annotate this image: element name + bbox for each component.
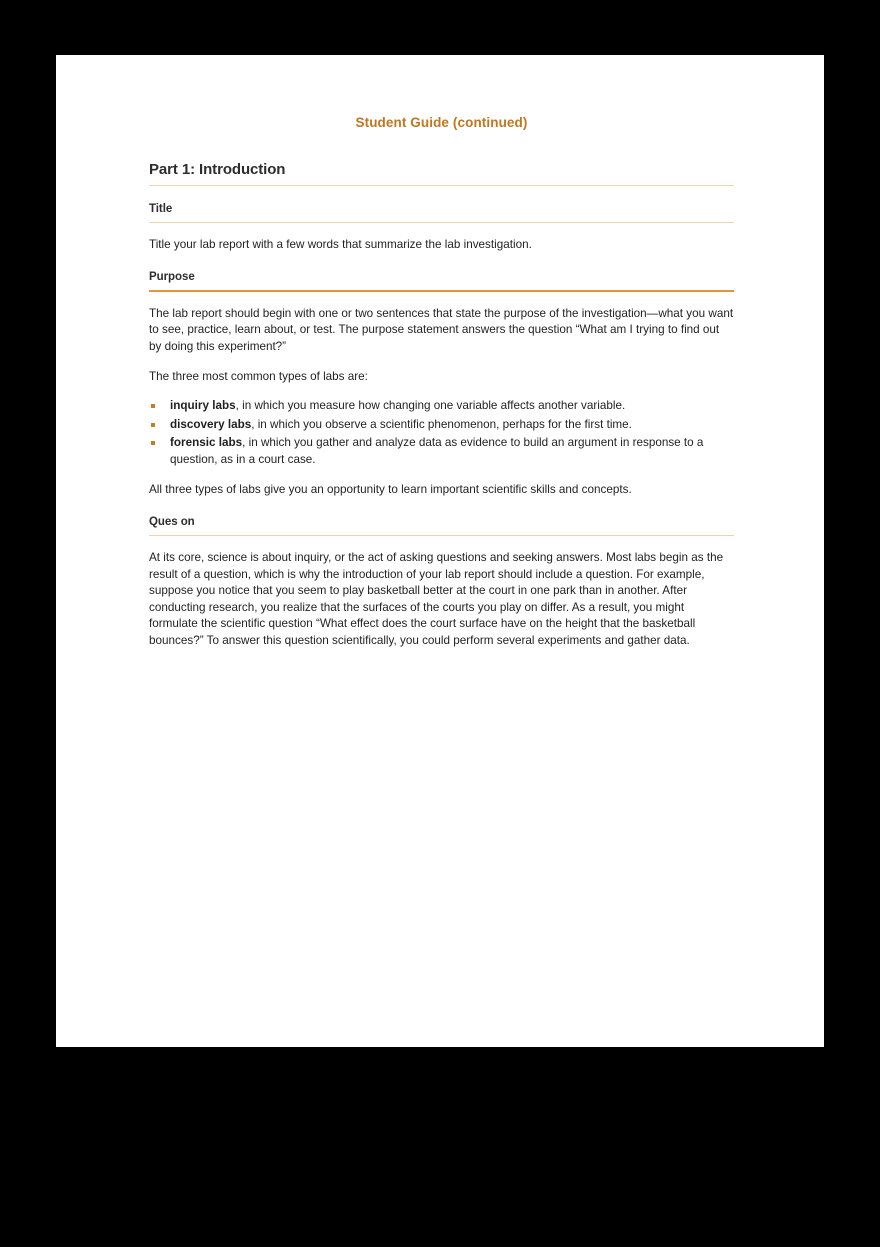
list-item (149, 398, 734, 415)
running-head: Student Guide (continued) (355, 115, 528, 130)
lab-type-description: , in which you gather and analyze data as evidence to build an argument in response to a question, as in a court case. (170, 436, 704, 466)
lab-type-description: , in which you observe a scientific phenomenon, perhaps for the first time. (251, 417, 632, 431)
lab-type-term: forensic labs (170, 436, 243, 450)
title-section-rule (149, 222, 734, 223)
title-section-body: Title your lab report with a few words that summarize the lab investigation. (149, 238, 532, 251)
page-content (149, 55, 734, 650)
question-section-body: At its core, science is about inquiry, or the act of asking questions and seeking answers. Most labs begin as the result of a question, which is why the introduction of your lab report should include a question. For example, suppose you notice that you seem to play basketball better at the court in one park than in another. After conducting research, you realize that the surfaces of the courts you play on differ. As a result, you might formulate the scientific question “What effect does the court surface have on the height that the basketball bounces?” To answer this question scientifically, you could perform several experiments and gather data. (149, 550, 724, 647)
square-bullet-icon (151, 404, 155, 408)
part-heading: Part 1: Introduction (149, 161, 286, 178)
question-section-rule (149, 535, 734, 536)
lab-type-term: inquiry labs (170, 398, 236, 412)
lab-type-term: discovery labs (170, 417, 252, 431)
list-item (149, 417, 734, 434)
list-item (149, 435, 734, 468)
lab-types-list (149, 398, 734, 468)
part-heading-rule (149, 185, 734, 186)
purpose-section-rule (149, 290, 734, 292)
section-heading-purpose: Purpose (149, 270, 195, 283)
purpose-paragraph-1: The lab report should begin with one or two sentences that state the purpose of the investigation—what you want to see, practice, learn about, or test. The purpose statement answers the question “What am I trying to find out by doing this experiment?” (149, 306, 734, 353)
purpose-paragraph-3: All three types of labs give you an opportunity to learn important scientific skills and concepts. (149, 483, 632, 497)
section-heading-question: Ques on (149, 515, 195, 528)
lab-type-description: , in which you measure how changing one variable affects another variable. (235, 398, 626, 412)
square-bullet-icon (151, 441, 155, 445)
square-bullet-icon (151, 423, 155, 427)
document-page (56, 55, 824, 1047)
section-heading-title: Title (149, 203, 173, 215)
purpose-paragraph-2: The three most common types of labs are: (149, 370, 368, 384)
